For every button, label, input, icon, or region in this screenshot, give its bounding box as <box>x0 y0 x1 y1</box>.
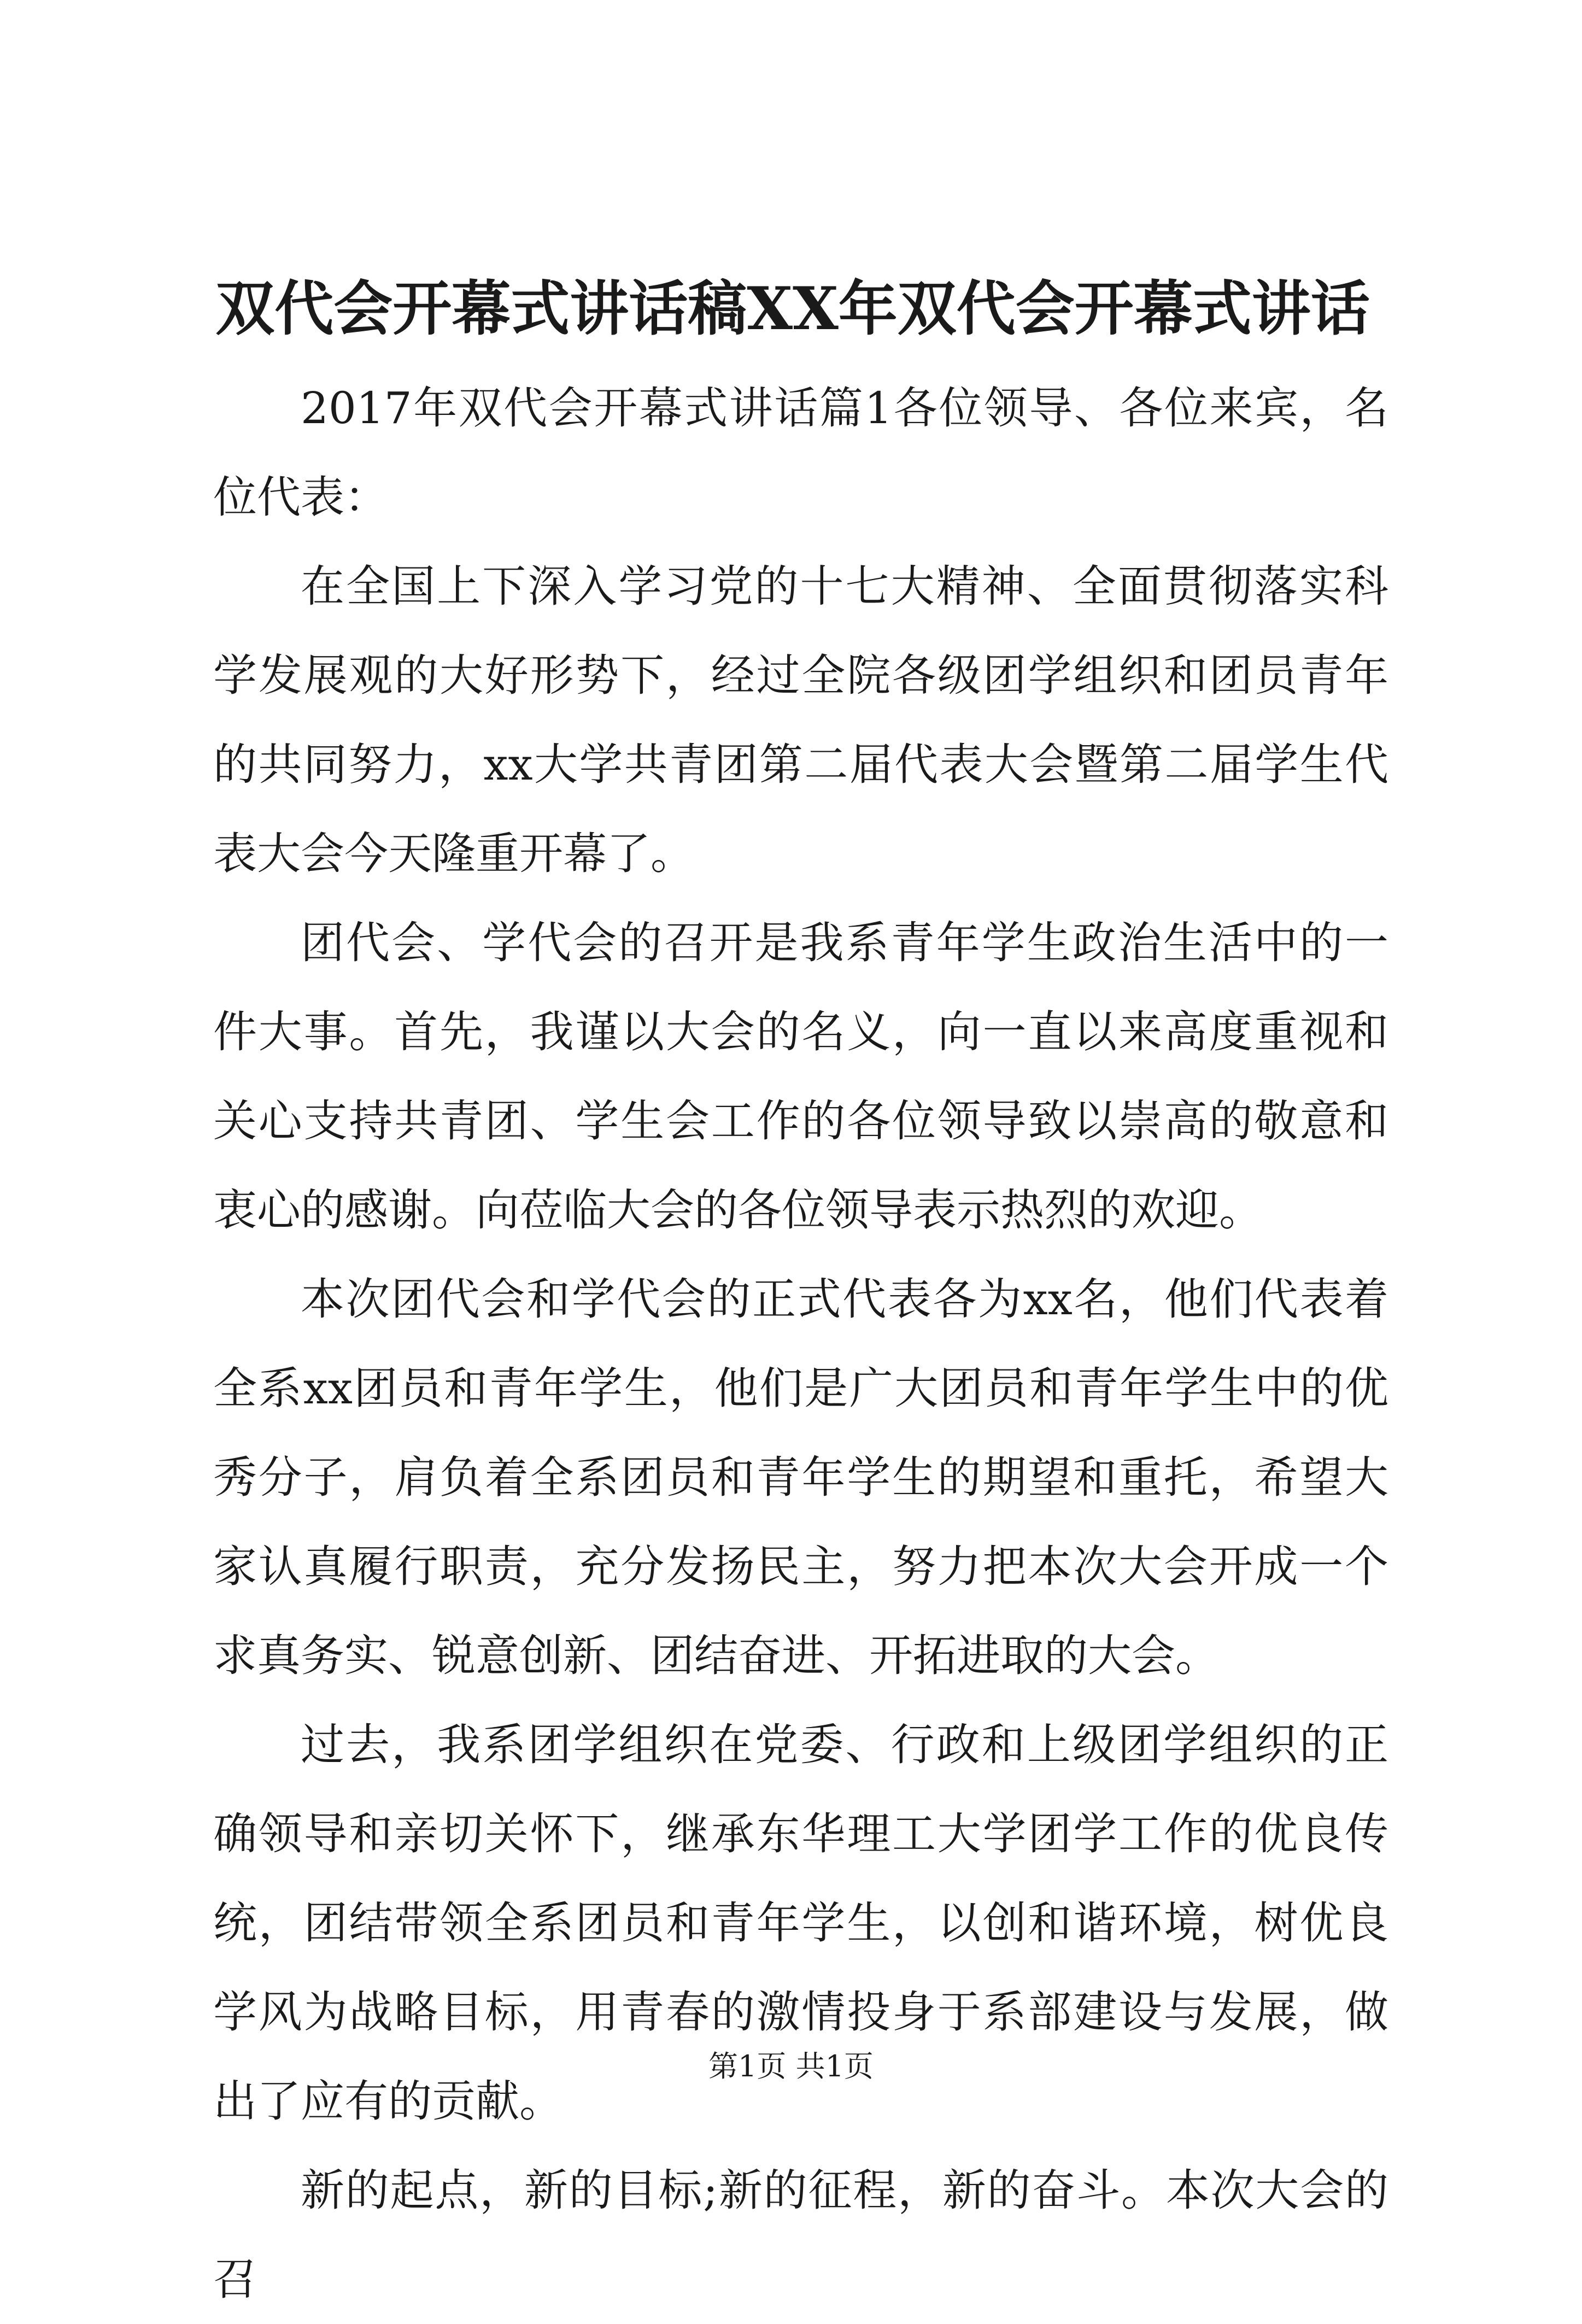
paragraph: 2017年双代会开幕式讲话篇1各位领导、各位来宾，名位代表： <box>213 383 1388 523</box>
page-number-label: 第1页 共1页 <box>708 2049 874 2083</box>
paragraph: 过去，我系团学组织在党委、行政和上级团学组织的正确领导和亲切关怀下，继承东华理工大学团学工作的优良传统，团结带领全系团员和青年学生，以创和谐环境，树优良学风为战略目标，用青春的激情投身于系部建设与发展，做出了应有的贡献。 <box>213 1719 1388 2127</box>
document-body <box>213 364 1388 2324</box>
page-footer <box>0 2047 1582 2086</box>
paragraph: 本次团代会和学代会的正式代表各为xx名，他们代表着全系xx团员和青年学生，他们是广大团员和青年学生中的优秀分子，肩负着全系团员和青年学生的期望和重托，希望大家认真履行职责，充分发扬民主，努力把本次大会开成一个求真务实、锐意创新、团结奋进、开拓进取的大会。 <box>213 1274 1388 1681</box>
paragraph: 在全国上下深入学习党的十七大精神、全面贯彻落实科学发展观的大好形势下，经过全院各级团学组织和团员青年的共同努力，xx大学共青团第二届代表大会暨第二届学生代表大会今天隆重开幕了。 <box>213 561 1388 879</box>
paragraph: 团代会、学代会的召开是我系青年学生政治生活中的一件大事。首先，我谨以大会的名义，向一直以来高度重视和关心支持共青团、学生会工作的各位领导致以崇高的敬意和衷心的感谢。向莅临大会的各位领导表示热烈的欢迎。 <box>213 917 1388 1236</box>
document-title: 双代会开幕式讲话稿XX年双代会开幕式讲话 <box>215 274 1370 343</box>
paragraph: 新的起点，新的目标;新的征程，新的奋斗。本次大会的召 <box>213 2165 1388 2305</box>
